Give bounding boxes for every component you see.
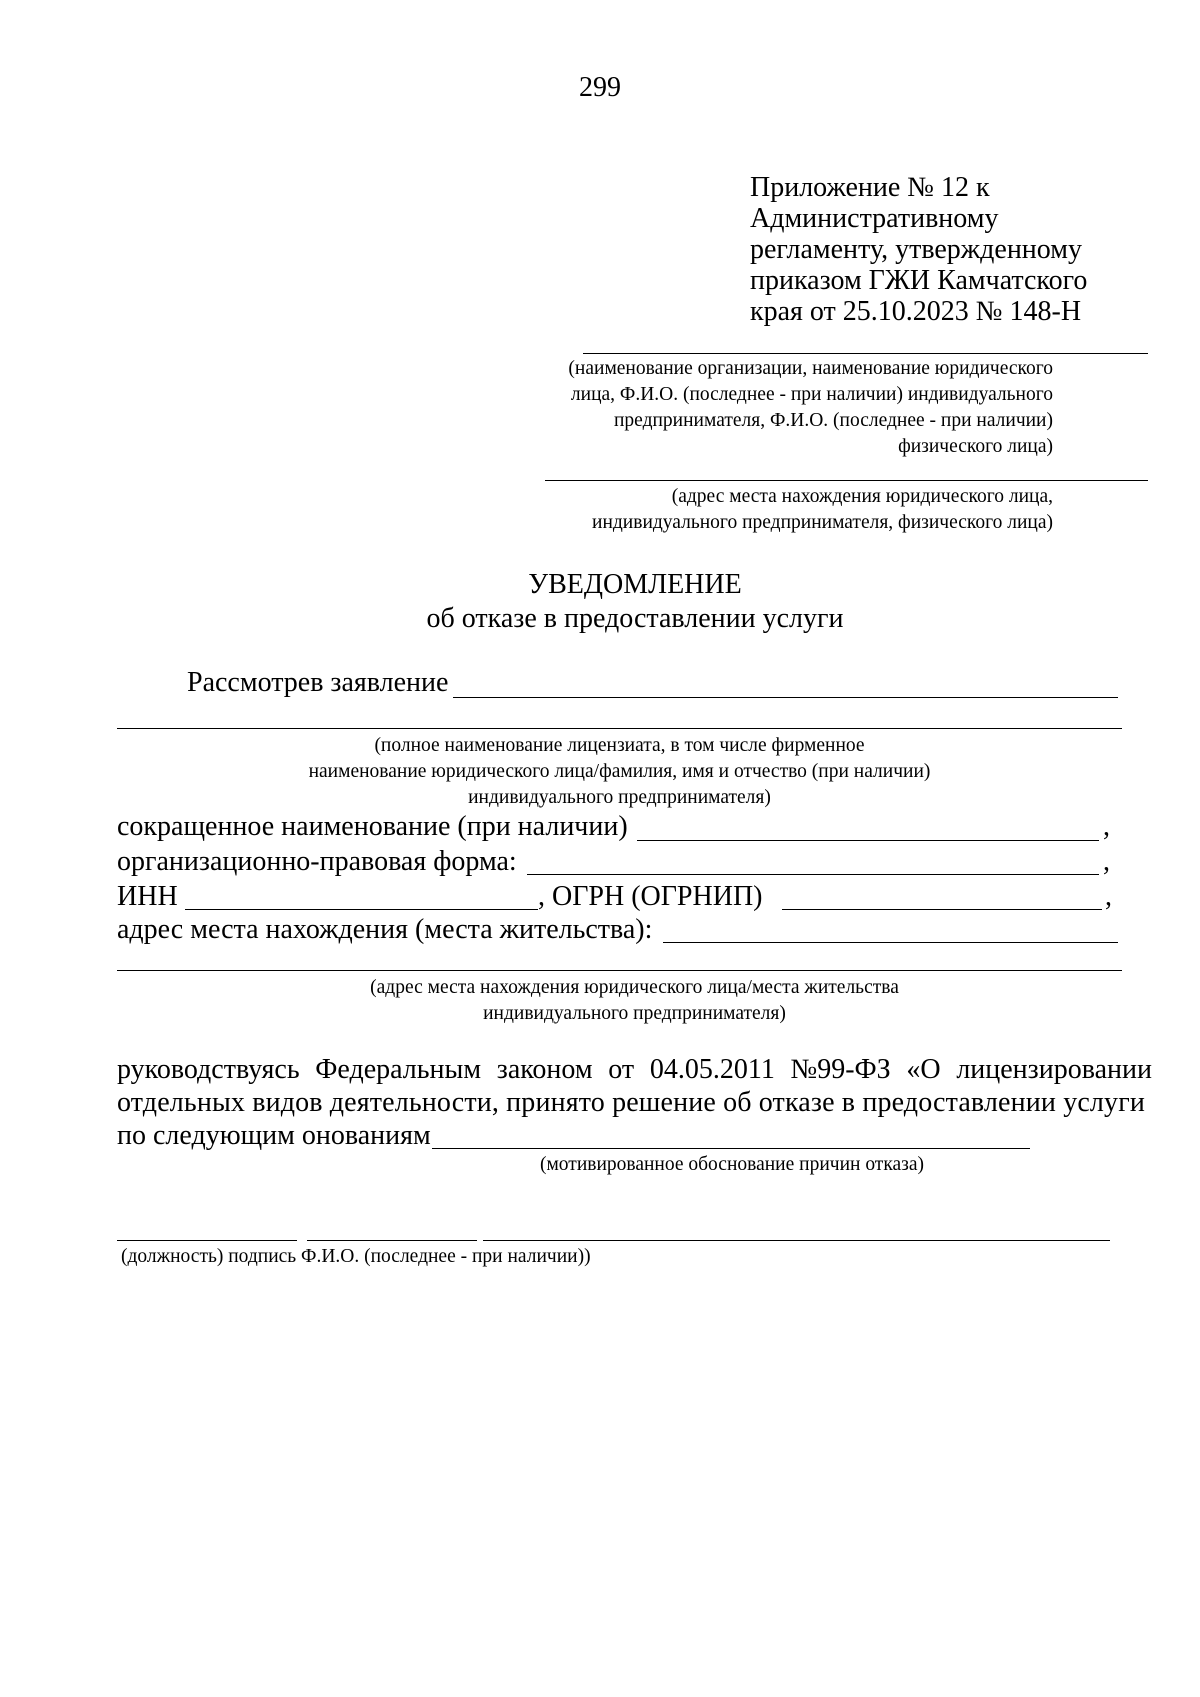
paragraph-line-3: по следующим онованиям: [117, 1120, 431, 1151]
full-name-line: [483, 1240, 1110, 1241]
document-title: [0, 568, 1200, 636]
considered-label: Рассмотрев заявление: [187, 667, 449, 698]
reason-field-line: [432, 1148, 1030, 1149]
appendix-block: [750, 172, 1087, 327]
appendix-line: Приложение № 12 к: [750, 172, 990, 203]
appendix-line: регламенту, утвержденному: [750, 234, 1082, 265]
licensee-field-line: [117, 728, 1122, 729]
short-name-label: сокращенное наименование (при наличии): [117, 811, 628, 842]
legal-form-label: организационно-правовая форма:: [117, 846, 517, 877]
ogrn-field-line: [782, 909, 1102, 910]
recipient-name-line: [583, 353, 1148, 354]
address-hint: (адрес места нахождения юридического лица/места жительства индивидуального предпринимателя): [370, 977, 899, 1024]
appendix-line: приказом ГЖИ Камчатского: [750, 265, 1088, 296]
appendix-line: Административному: [750, 203, 999, 234]
position-line: [117, 1240, 297, 1241]
title-main: УВЕДОМЛЕНИЕ: [528, 569, 742, 600]
paragraph-line-2: отдельных видов деятельности, принято решение об отказе в предоставлении услуги: [117, 1087, 1145, 1118]
recipient-address-hint: (адрес места нахождения юридического лица, индивидуального предпринимателя, физического лица): [592, 486, 1053, 533]
short-name-comma: ,: [1103, 811, 1110, 842]
address-field-line-2: [117, 970, 1122, 971]
ogrn-label: , ОГРН (ОГРНИП): [538, 881, 763, 912]
ogrn-comma: ,: [1105, 881, 1112, 912]
short-name-field-line: [637, 840, 1099, 841]
page-number: 299: [579, 72, 621, 103]
address-label: адрес места нахождения (места жительства):: [117, 914, 653, 945]
paragraph-line-1: руководствуясь Федеральным законом от 04.05.2011 №99-ФЗ «О лицензировании: [117, 1054, 1152, 1085]
recipient-address-line: [545, 480, 1148, 481]
address-field-line: [663, 942, 1118, 943]
signature-line: [307, 1240, 477, 1241]
decision-paragraph: [117, 1053, 1152, 1152]
legal-form-comma: ,: [1103, 846, 1110, 877]
legal-form-field-line: [527, 874, 1099, 875]
inn-field-line: [185, 909, 538, 910]
appendix-line: края от 25.10.2023 № 148-Н: [750, 296, 1082, 327]
title-sub: об отказе в предоставлении услуги: [426, 603, 844, 634]
reason-hint: (мотивированное обоснование причин отказа): [539, 1154, 925, 1175]
licensee-hint: (полное наименование лицензиата, в том числе фирменное наименование юридического лица/фамилия, имя и отчество (при наличии) индивидуального предпринимателя): [308, 735, 931, 808]
inn-label: ИНН: [117, 881, 178, 912]
application-field-line: [453, 697, 1118, 698]
recipient-name-hint: (наименование организации, наименование юридического лица, Ф.И.О. (последнее - при наличии) индивидуального предпринимателя, Ф.И.О. (последнее - при наличии) физического лица): [568, 358, 1053, 457]
signature-hint: (должность) подпись Ф.И.О. (последнее - при наличии)): [121, 1246, 591, 1267]
